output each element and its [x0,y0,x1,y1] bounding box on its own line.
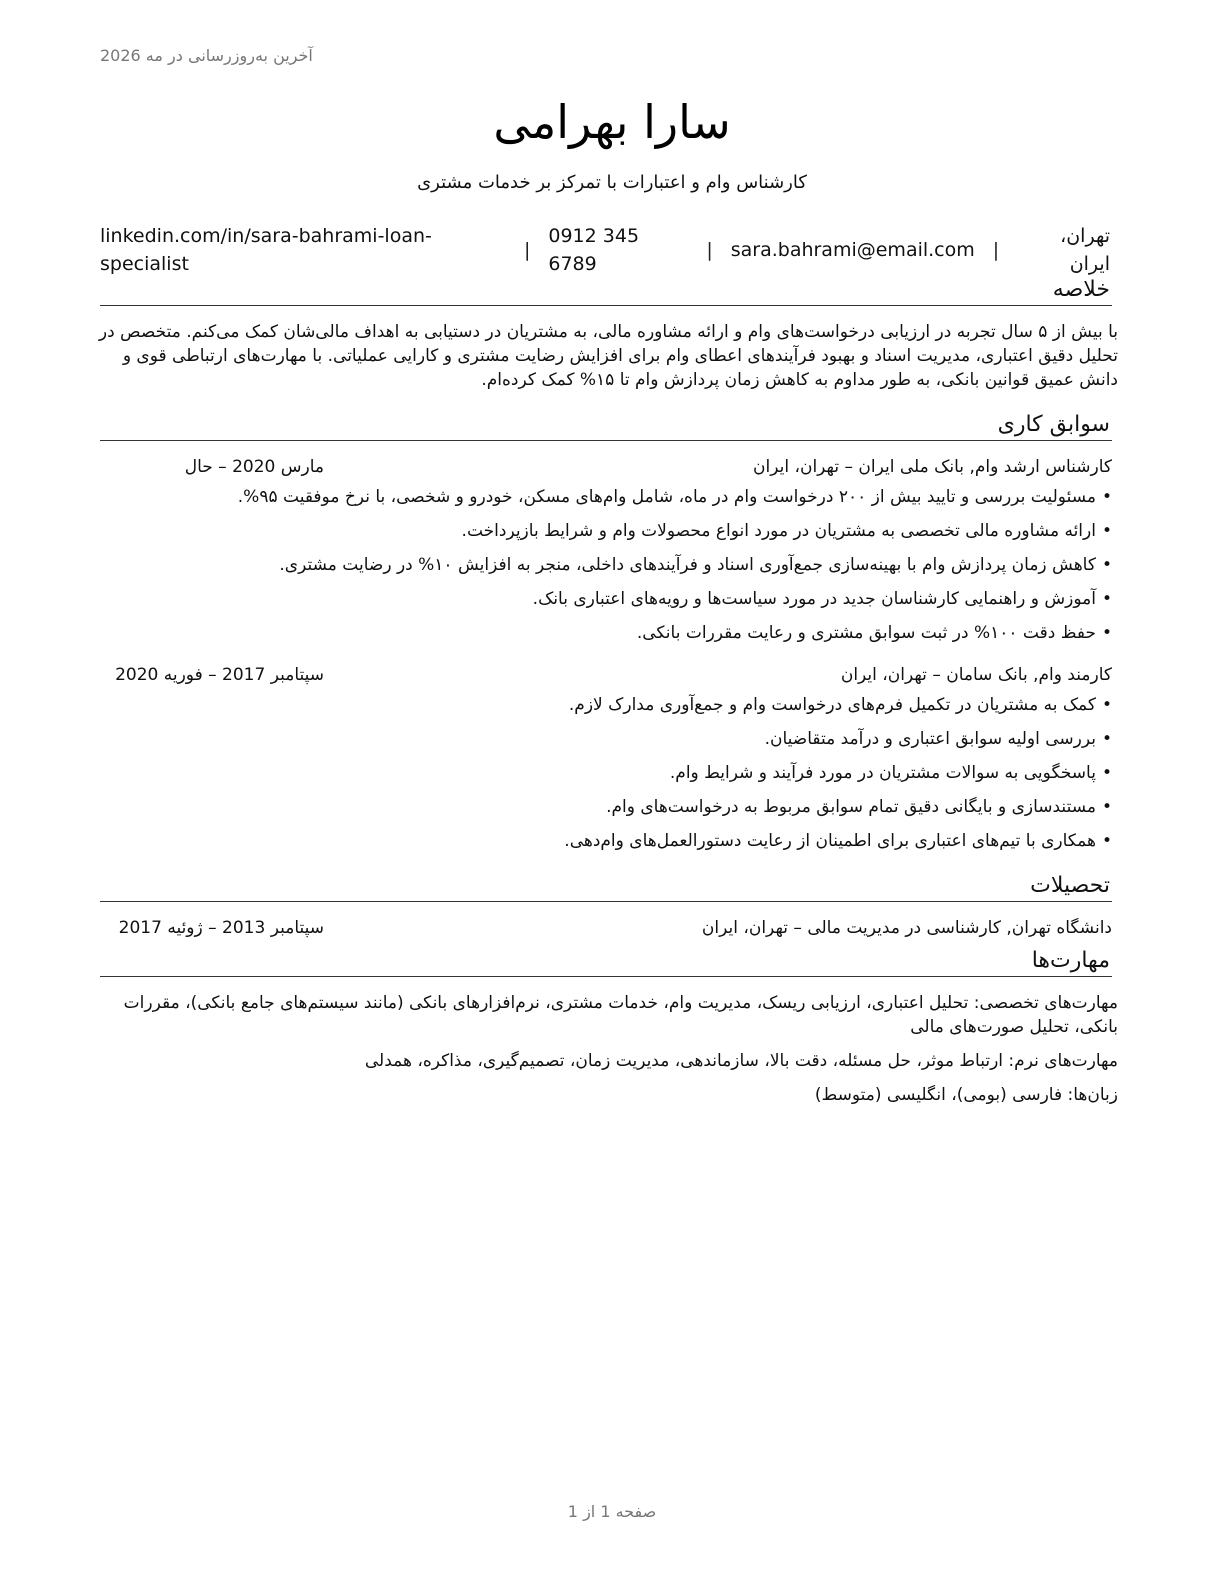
contact-phone[interactable]: 0912 345 6789 [548,225,640,275]
job-bullet: •آموزش و راهنمایی کارشناسان جدید در مورد سیاست‌ها و رویه‌های اعتباری بانک. [532,589,1112,609]
education-section [100,871,1112,940]
job-bullet: •کاهش زمان پردازش وام با بهینه‌سازی جمع‌آوری اسناد و فرآیندهای داخلی، منجر به افزایش ۱۰% در رضایت مشتری. [279,555,1112,575]
job-bullet: •ارائه مشاوره مالی تخصصی به مشتریان در مورد انواع محصولات وام و شرایط بازپرداخت. [461,521,1112,541]
job-bullet: •حفظ دقت ۱۰۰% در ثبت سوابق مشتری و رعایت مقررات بانکی. [636,623,1112,643]
job-dates: سپتامبر 2017 – فوریه 2020 [115,665,324,685]
skills-soft: مهارت‌های نرم: ارتباط موثر، حل مسئله، دقت بالا، سازماندهی، مدیریت زمان، تصمیم‌گیری، مذاکره، همدلی [364,1051,1118,1071]
bullet-dot-icon: • [1101,695,1112,715]
job-bullet: •مسئولیت بررسی و تایید بیش از ۲۰۰ درخواست وام در ماه، شامل وام‌های مسکن، خودرو و شخصی، با نرخ موفقیت ۹۵%. [237,487,1112,507]
experience-section [100,410,1112,853]
job-dates: مارس 2020 – حال [184,457,324,477]
contact-location: تهران، ایران [1060,225,1110,275]
job-entry [100,663,1112,853]
summary-heading: خلاصه [100,275,1112,306]
education-dates: سپتامبر 2013 – ژوئیه 2017 [118,918,324,938]
education-heading: تحصیلات [100,871,1112,902]
bullet-dot-icon: • [1101,555,1112,575]
job-role: کارمند وام, بانک سامان – تهران، ایران [840,665,1112,685]
bullet-dot-icon: • [1101,797,1112,817]
bullet-dot-icon: • [1101,521,1112,541]
last-updated-note: آخرین به‌روزرسانی در مه 2026 [100,46,313,65]
job-bullet: •پاسخگویی به سوالات مشتریان در مورد فرآیند و شرایط وام. [669,763,1112,783]
contact-separator: | [992,239,1000,261]
experience-heading: سوابق کاری [100,410,1112,441]
contact-separator: | [523,239,531,261]
skills-heading: مهارت‌ها [100,946,1112,977]
bullet-dot-icon: • [1101,487,1112,507]
bullet-dot-icon: • [1101,589,1112,609]
education-entry [100,916,1112,940]
summary-section [98,275,1118,392]
skills-technical: مهارت‌های تخصصی: تحلیل اعتباری، ارزیابی ریسک، مدیریت وام، خدمات مشتری، نرم‌افزارهای بانکی (مانند سیستم‌های جامع بانکی)، مقررات بانکی، تحلیل صورت‌های مالی [123,993,1118,1037]
job-header [100,663,1112,687]
job-entry [100,455,1112,645]
bullet-dot-icon: • [1101,623,1112,643]
candidate-name: سارا بهرامی [493,95,731,149]
bullet-dot-icon: • [1101,763,1112,783]
job-bullets [100,485,1112,645]
job-header [100,455,1112,479]
summary-text: با بیش از ۵ سال تجربه در ارزیابی درخواست‌های وام و ارائه مشاوره مالی، به مشتریان در دستیابی به اهداف مالی‌شان کمک می‌کنم. متخصص در تحلیل دقیق اعتباری، مدیریت اسناد و بهبود فرآیندهای اعطای وام برای افزایش رضایت مشتری و کارایی عملیاتی. با مهارت‌های ارتباطی قوی و دانش عمیق قوانین بانکی، به طور مداوم به کاهش زمان پردازش وام تا ۱۵% کمک کرده‌ام. [98,322,1118,390]
job-bullet: •بررسی اولیه سوابق اعتباری و درآمد متقاضیان. [764,729,1112,749]
page-number: صفحه 1 از 1 [567,1502,657,1521]
job-bullet: •همکاری با تیم‌های اعتباری برای اطمینان از رعایت دستورالعمل‌های وام‌دهی. [564,831,1112,851]
bullet-dot-icon: • [1101,729,1112,749]
resume-content [98,275,1118,1117]
contact-separator: | [706,239,713,261]
skills-section [100,946,1118,1107]
job-bullets [100,693,1112,853]
skills-languages: زبان‌ها: فارسی (بومی)، انگلیسی (متوسط) [814,1085,1118,1105]
contact-email[interactable]: sara.bahrami@email.com [730,239,975,261]
job-bullet: •مستندسازی و بایگانی دقیق تمام سوابق مربوط به درخواست‌های وام. [606,797,1112,817]
education-degree: دانشگاه تهران, کارشناسی در مدیریت مالی – تهران، ایران [701,918,1112,938]
candidate-tagline: کارشناس وام و اعتبارات با تمرکز بر خدمات مشتری [417,172,807,193]
bullet-dot-icon: • [1101,831,1112,851]
contact-linkedin[interactable]: linkedin.com/in/sara-bahrami-loan-specialist [100,225,432,275]
job-bullet: •کمک به مشتریان در تکمیل فرم‌های درخواست وام و جمع‌آوری مدارک لازم. [568,695,1112,715]
contact-line [100,222,1110,278]
job-role: کارشناس ارشد وام, بانک ملی ایران – تهران، ایران [753,457,1112,477]
